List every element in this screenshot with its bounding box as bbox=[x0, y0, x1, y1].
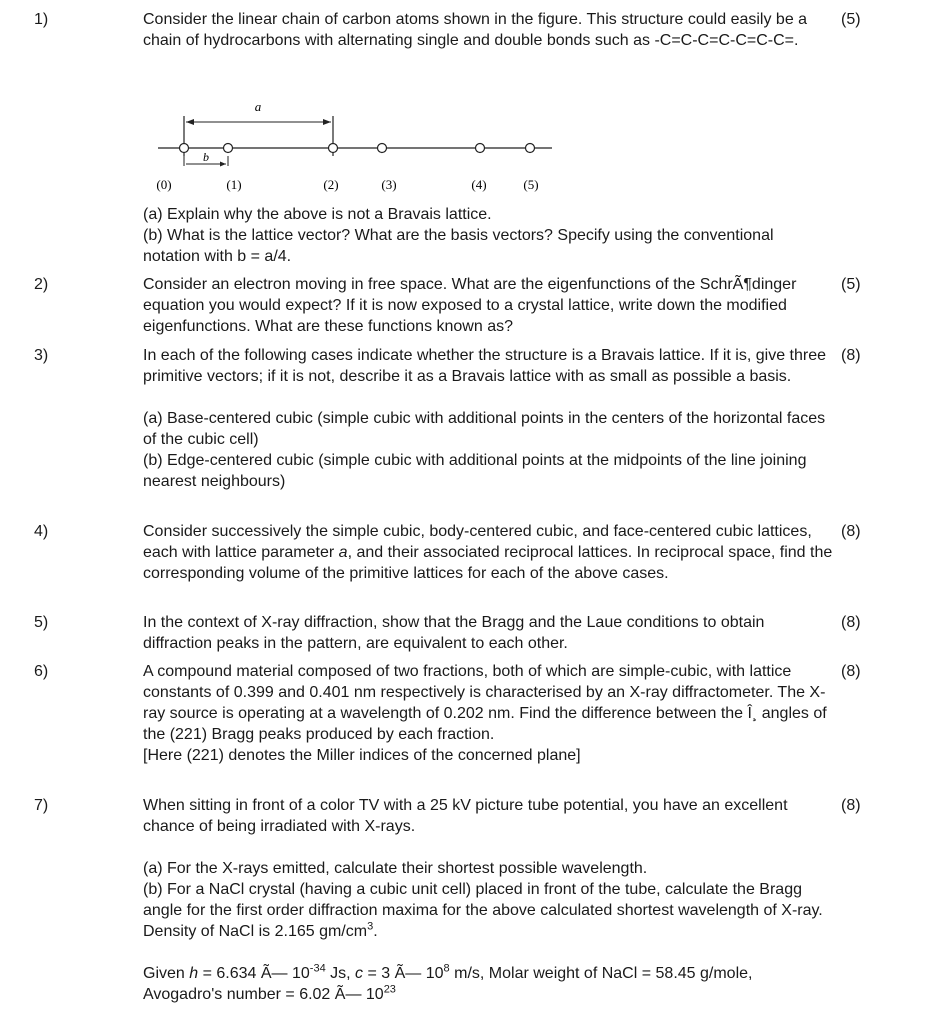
atom-0 bbox=[180, 144, 189, 153]
question-text: In each of the following cases indicate whether the structure is a Bravais lattice. If it is, give three primitive vectors; if it is not, describe it as a Bravais lattice with as small as possible a basis. bbox=[143, 347, 827, 385]
atom-label-1: (1) bbox=[226, 177, 242, 192]
part-a: (a) Base-centered cubic (simple cubic with additional points in the centers of the horizontal faces of the cubic cell) bbox=[143, 410, 826, 448]
question-marks: (8) bbox=[841, 797, 861, 814]
question-text bbox=[143, 521, 833, 584]
part-a: (a) For the X-rays emitted, calculate their shortest possible wavelength. bbox=[143, 860, 648, 877]
question-text bbox=[143, 9, 833, 51]
question-intro: Consider the linear chain of carbon atoms shown in the figure. This structure could easily be a chain of hydrocarbons with alternating single and double bonds such as -C=C-C=C-C=C-C=. bbox=[143, 11, 808, 49]
question-number: 5) bbox=[34, 614, 49, 631]
label-b: b bbox=[203, 150, 209, 164]
arrowhead-left bbox=[186, 119, 194, 125]
atom-3 bbox=[378, 144, 387, 153]
text-segment: (b) For a NaCl crystal (having a cubic unit cell) placed in front of the tube, calculate the Bragg angle for the first order diffraction maxima for the above calculated shortest wavelength of X-ray. Density of NaCl is 2.165 gm/cm bbox=[143, 881, 823, 940]
atom-label-2: (2) bbox=[323, 177, 339, 192]
text-segment: Consider successively the simple cubic, body-centered cubic, and face-centered cubic lattices, each with lattice parameter bbox=[143, 523, 812, 561]
atom-2 bbox=[329, 144, 338, 153]
atom-4 bbox=[476, 144, 485, 153]
superscript: 3 bbox=[367, 920, 374, 933]
variable-a: a bbox=[338, 544, 348, 561]
atom-label-5: (5) bbox=[523, 177, 539, 192]
text-segment: m/s, Molar weight of NaCl = 58.45 g/mole, Avogadro's number = 6.02 Ã— 10 bbox=[143, 965, 753, 1003]
part-b bbox=[143, 879, 833, 942]
superscript: -34 bbox=[309, 962, 326, 975]
variable-h: h bbox=[189, 965, 199, 982]
question-number: 7) bbox=[34, 797, 49, 814]
question-marks: (8) bbox=[841, 663, 861, 680]
question-marks: (5) bbox=[841, 276, 861, 293]
basis-arrowhead bbox=[220, 162, 226, 167]
part-a: (a) Explain why the above is not a Bravais lattice. bbox=[143, 206, 492, 223]
question-number: 3) bbox=[34, 347, 49, 364]
text-segment: Js, bbox=[325, 965, 356, 982]
question-text: When sitting in front of a color TV with a 25 kV picture tube potential, you have an excellent chance of being irradiated with X-rays. bbox=[143, 797, 788, 835]
superscript: 23 bbox=[383, 983, 396, 996]
question-number: 1) bbox=[34, 11, 49, 28]
atom-5 bbox=[526, 144, 535, 153]
label-a: a bbox=[254, 99, 262, 114]
superscript: 8 bbox=[443, 962, 450, 975]
question-marks: (8) bbox=[841, 614, 861, 631]
part-b: (b) What is the lattice vector? What are the basis vectors? Specify using the conventional notation with b = a/4. bbox=[143, 227, 774, 265]
part-b: (b) Edge-centered cubic (simple cubic with additional points at the midpoints of the line joining nearest neighbours) bbox=[143, 452, 807, 490]
text-segment: , and their associated reciprocal lattices. In reciprocal space, find the corresponding volume of the primitive lattices for each of the above cases. bbox=[143, 544, 833, 582]
question-number: 4) bbox=[34, 523, 49, 540]
question-marks: (5) bbox=[841, 11, 861, 28]
question-note: [Here (221) denotes the Miller indices of the concerned plane] bbox=[143, 747, 581, 764]
variable-c: c bbox=[355, 965, 364, 982]
text-segment: = 3 Ã— 10 bbox=[363, 965, 444, 982]
arrowhead-right bbox=[323, 119, 331, 125]
question-marks: (8) bbox=[841, 523, 861, 540]
question-number: 6) bbox=[34, 663, 49, 680]
question-text: A compound material composed of two fractions, both of which are simple-cubic, with lattice constants of 0.399 and 0.401 nm respectively is characterised by an X-ray diffractometer. The X-ray source is operating at a wavelength of 0.202 nm. Find the difference between the Î¸ angles of the (221) Bragg peaks produced by each fraction. bbox=[143, 663, 827, 743]
text-segment: . bbox=[373, 923, 378, 940]
question-text: Consider an electron moving in free space. What are the eigenfunctions of the SchrÃ¶dinger equation you would expect? If it is now exposed to a crystal lattice, write down the modified eigenfunctions. What are these functions known as? bbox=[143, 276, 797, 335]
atom-label-3: (3) bbox=[381, 177, 397, 192]
question-number: 2) bbox=[34, 276, 49, 293]
atom-1 bbox=[224, 144, 233, 153]
question-text: In the context of X-ray diffraction, show that the Bragg and the Laue conditions to obtain diffraction peaks in the pattern, are equivalent to each other. bbox=[143, 614, 765, 652]
atom-label-4: (4) bbox=[471, 177, 487, 192]
text-segment: = 6.634 Ã— 10 bbox=[198, 965, 310, 982]
atom-label-0: (0) bbox=[156, 177, 172, 192]
text-segment: Given bbox=[143, 965, 190, 982]
carbon-chain-figure bbox=[150, 98, 570, 198]
given-constants bbox=[143, 963, 833, 1005]
question-marks: (8) bbox=[841, 347, 861, 364]
